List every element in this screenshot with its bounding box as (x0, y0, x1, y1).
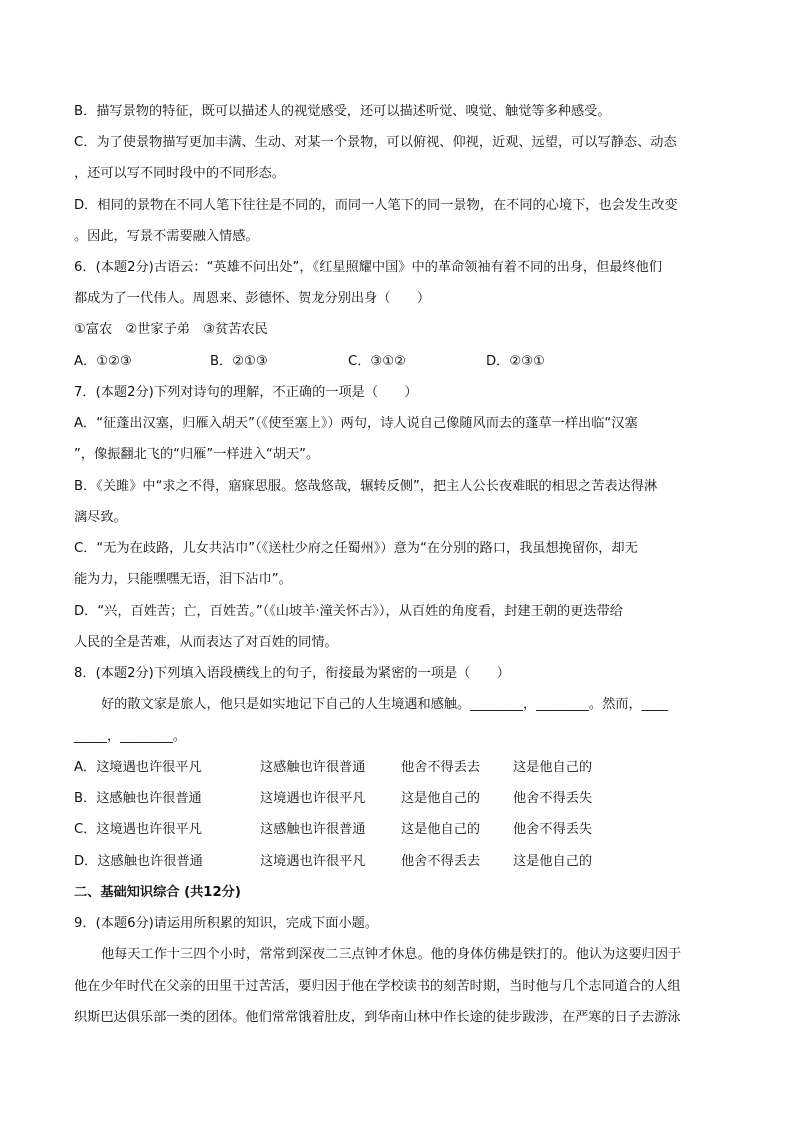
q8-d-col1: D．这感触也许很普通 (74, 854, 203, 869)
q6-stem-line2: 都成为了一代伟人。周恩来、彭德怀、贺龙分别出身（ ） (74, 291, 431, 306)
q7-option-a-line2: ”，像振翻北飞的“归雁”一样进入“胡天”。 (74, 447, 320, 462)
q6-options-row (74, 353, 714, 371)
q5-option-d-line1: D．相同的景物在不同人笔下往往是不同的，而同一人笔下的同一景物，在不同的心境下，也会发生改变 (74, 198, 678, 213)
q8-b-col4: 他舍不得丢失 (513, 791, 593, 806)
q9-paragraph-line2: 他在少年时代在父亲的田里干过苦活，要归因于他在学校读书的刻苦时期，当时他与几个志同道合的人组 (74, 979, 681, 994)
section-heading: 二、基础知识综合 (共12分) (74, 885, 241, 900)
q8-c-col1: C．这境遇也许很平凡 (74, 822, 202, 837)
q8-b-col1: B．这感触也许很普通 (74, 791, 202, 806)
q8-stem: 8．(本题2分)下列填入语段横线上的句子，衔接最为紧密的一项是（ ） (74, 666, 510, 681)
q7-option-c-line1: C．“无为在歧路，儿女共沾巾”（《送杜少府之任蜀州》）意为“在分别的路口，我虽想挽留你，却无 (74, 541, 638, 556)
q8-passage-line1: 好的散文家是旅人，他只是如实地记下自己的人生境遇和感触。________，________。然而，____ (101, 697, 669, 712)
q8-a-col1: A．这境遇也许很平凡 (74, 760, 202, 775)
q8-a-col4: 这是他自己的 (513, 760, 593, 775)
q8-c-col2: 这感触也许很普通 (260, 822, 366, 837)
q9-paragraph-line3: 织斯巴达俱乐部一类的团体。他们常常饿着肚皮，到华南山林中作长途的徒步跋涉，在严寒的日子去游泳 (74, 1010, 681, 1025)
q7-stem: 7．(本题2分)下列对诗句的理解，不正确的一项是（ ） (74, 385, 418, 400)
q7-option-a-line1: A．“征蓬出汉塞，归雁入胡天”（《使至塞上》）两句，诗人说自己像随风而去的蓬草一样出临“汉塞 (74, 416, 638, 431)
q6-option-a: A．①②③ (74, 354, 132, 369)
q8-b-col2: 这境遇也许很平凡 (260, 791, 366, 806)
q6-option-b: B．②①③ (210, 354, 268, 369)
q8-option-row-c (74, 821, 714, 839)
q6-option-d: D．②③① (486, 354, 545, 369)
q6-stem-line1: 6．(本题2分)古语云：“英雄不问出处”，《红星照耀中国》中的革命领袖有着不同的出身，但最终他们 (74, 260, 663, 275)
q5-option-c-line1: C．为了使景物描写更加丰满、生动、对某一个景物，可以俯视、仰视，近观、远望，可以写静态、动态 (74, 135, 677, 150)
q8-b-col3: 这是他自己的 (401, 791, 481, 806)
q5-option-b: B．描写景物的特征，既可以描述人的视觉感受，还可以描述听觉、嗅觉、触觉等多种感受。 (74, 104, 611, 119)
q8-a-col2: 这感触也许很普通 (260, 760, 366, 775)
q8-option-row-b (74, 790, 714, 808)
q7-option-d-line2: 人民的全是苦难，从而表达了对百姓的同情。 (74, 635, 338, 650)
q8-d-col2: 这境遇也许很平凡 (260, 854, 366, 869)
q7-option-d-line1: D．“兴，百姓苦；亡，百姓苦。”（《山坡羊·潼关怀古》），从百姓的角度看，封建王朝的更迭带给 (74, 604, 623, 619)
q6-option-c: C．③①② (348, 354, 406, 369)
q9-paragraph-line1: 他每天工作十三四个小时，常常到深夜二三点钟才休息。他的身体仿佛是铁打的。他认为这要归因于 (101, 947, 682, 962)
q8-option-row-d (74, 853, 714, 871)
q7-option-c-line2: 能为力，只能嘿嘿无语，泪下沾巾”。 (74, 572, 292, 587)
q7-option-b-line1: B．《关雎》中“求之不得，寤寐思服。悠哉悠哉，辗转反侧”，把主人公长夜难眠的相思之苦表达得淋 (74, 479, 658, 494)
q5-option-c-line2: ，还可以写不同时段中的不同形态。 (74, 166, 285, 181)
q9-stem: 9．(本题6分)请运用所积累的知识，完成下面小题。 (74, 916, 379, 931)
q5-option-d-line2: 。因此，写景不需要融入情感。 (74, 229, 259, 244)
q6-items: ①富农 ②世家子弟 ③贫苦农民 (74, 322, 268, 337)
q8-c-col3: 这是他自己的 (401, 822, 481, 837)
q8-option-row-a (74, 759, 714, 777)
q8-d-col4: 这是他自己的 (513, 854, 593, 869)
q8-d-col3: 他舍不得丢去 (401, 854, 481, 869)
q7-option-b-line2: 漓尽致。 (74, 510, 127, 525)
q8-a-col3: 他舍不得丢去 (401, 760, 481, 775)
q8-c-col4: 他舍不得丢失 (513, 822, 593, 837)
q8-passage-line2: _____，________。 (74, 729, 187, 744)
